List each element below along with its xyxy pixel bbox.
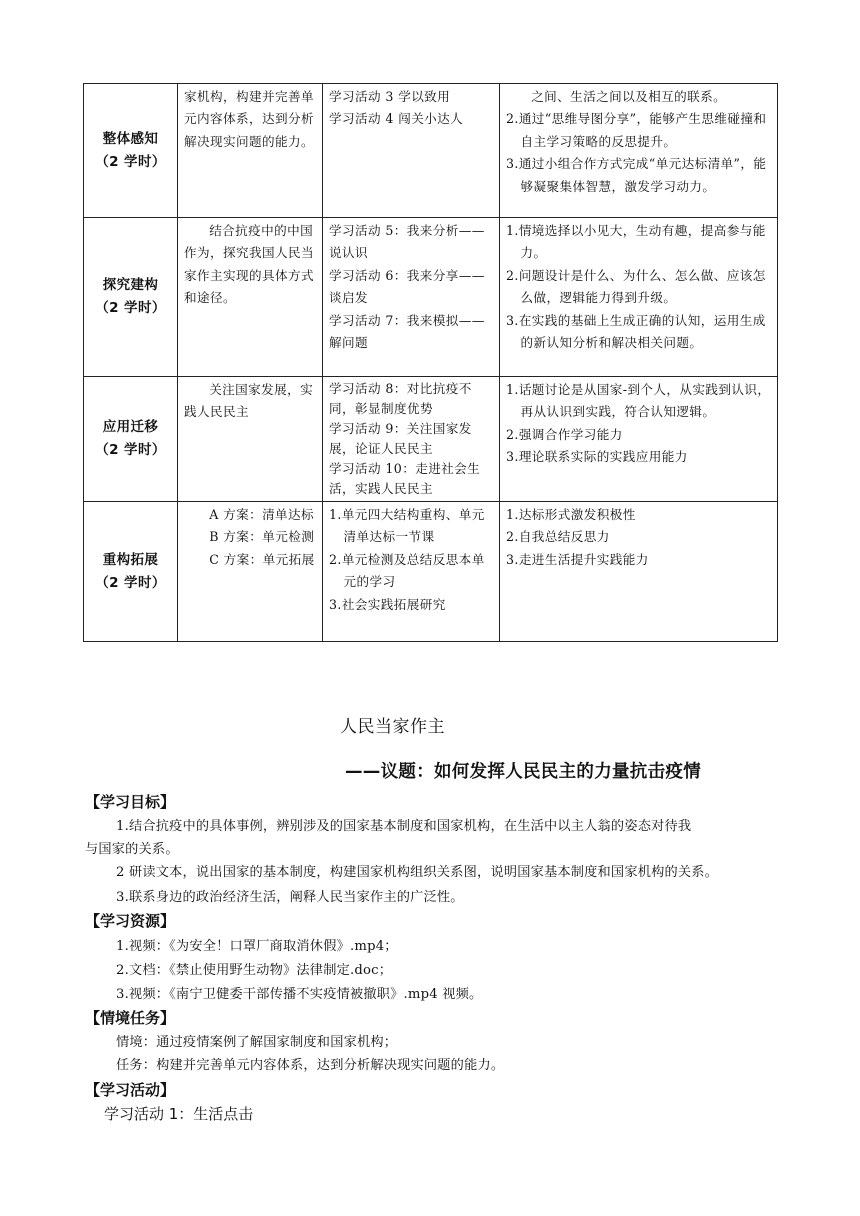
activity-text: 学习活动 6：我来分享——谈启发 <box>329 267 485 306</box>
phase-hours: （2 学时） <box>95 574 166 591</box>
activity-cell <box>323 377 500 502</box>
table-row <box>84 84 778 218</box>
evaluation-cell <box>500 218 778 377</box>
activity-text: 学习活动 5：我来分析——说认识 <box>329 223 485 261</box>
goal-line: 3.联系身边的政治经济生活，阐释人民当家作主的广泛性。 <box>116 890 464 905</box>
phase-name: 整体感知 <box>102 130 159 147</box>
evaluation-text: 3.走进生活提升实践能力 <box>506 551 649 567</box>
table-row <box>84 377 778 502</box>
activity-1-heading: 学习活动 1：生活点击 <box>104 1105 254 1123</box>
phase-hours: （2 学时） <box>95 442 166 458</box>
activity-text: 2.单元检测及总结反思本单元的学习 <box>329 551 485 590</box>
goal-text: A 方案：清单达标 <box>209 507 315 522</box>
activity-text: 学习活动 4 闯关小达人 <box>329 111 464 127</box>
goal-cell <box>178 218 323 377</box>
goal-cell <box>178 502 323 642</box>
activity-text: 学习活动 7：我来模拟——解问题 <box>329 312 485 351</box>
activity-text: 1.单元四大结构重构、单元清单达标一节课 <box>329 507 485 545</box>
resource-line: 3.视频：《南宁卫健委干部传播不实疫情被撤职》.mp4 视频。 <box>116 987 483 1002</box>
evaluation-text: 1.达标形式激发积极性 <box>506 507 636 522</box>
lesson-subtitle: ——议题：如何发挥人民民主的力量抗击疫情 <box>345 762 701 782</box>
table-row <box>84 218 778 377</box>
phase-cell <box>84 84 178 218</box>
resource-line: 2.文档：《禁止使用野生动物》法律制定.doc； <box>116 963 393 978</box>
goal-text: 关注国家发展，实践人民民主 <box>184 382 314 420</box>
evaluation-text: 3.在实践的基础上生成正确的认知，运用生成的新认知分析和解决相关问题。 <box>506 312 766 351</box>
evaluation-cell <box>500 502 778 642</box>
phase-hours: （2 学时） <box>95 300 166 316</box>
resource-line: 1.视频：《为安全！口罩厂商取消休假》.mp4； <box>116 939 398 954</box>
goal-text: B 方案：单元检测 <box>209 529 315 545</box>
activities-heading: 【学习活动】 <box>85 1081 176 1099</box>
activity-cell <box>323 502 500 642</box>
table-row <box>84 502 778 642</box>
goal-line: 1.结合抗疫中的具体事例，辨别涉及的国家基本制度和国家机构，在生活中以主人翁的姿态对待我 <box>116 819 692 834</box>
phase-cell <box>84 502 178 642</box>
evaluation-text: 3.通过小组合作方式完成“单元达标清单”，能够凝聚集体智慧，激发学习动力。 <box>506 156 767 194</box>
evaluation-text: 3.理论联系实际的实践应用能力 <box>506 449 688 465</box>
activity-text: 学习活动 8：对比抗疫不同，彰显制度优势 <box>329 381 472 416</box>
goal-line: 2 研读文本，说出国家的基本制度，构建国家机构组织关系图，说明国家基本制度和国家机构的关系。 <box>116 865 719 880</box>
evaluation-text: 2.自我总结反思力 <box>506 529 610 545</box>
activity-cell <box>323 218 500 377</box>
activity-text: 学习活动 10：走进社会生活，实践人民民主 <box>329 461 481 496</box>
evaluation-text: 之间、生活之间以及相互的联系。 <box>531 89 727 104</box>
task-line: 任务：构建并完善单元内容体系，达到分析解决现实问题的能力。 <box>116 1058 505 1073</box>
activity-text: 3.社会实践拓展研究 <box>329 596 446 612</box>
evaluation-text: 2.问题设计是什么、为什么、怎么做、应该怎么做，逻辑能力得到升级。 <box>506 267 766 306</box>
evaluation-text: 1.情境选择以小见大，生动有趣，提高参与能力。 <box>506 223 766 261</box>
task-heading: 【情境任务】 <box>85 1009 176 1027</box>
resources-heading: 【学习资源】 <box>85 912 176 930</box>
activity-cell <box>323 84 500 218</box>
evaluation-text: 2.强调合作学习能力 <box>506 426 623 442</box>
goal-cell <box>178 84 323 218</box>
phase-cell <box>84 218 178 377</box>
goal-cell <box>178 377 323 502</box>
task-line: 情境：通过疫情案例了解国家制度和国家机构； <box>116 1035 398 1050</box>
phase-name: 应用迁移 <box>102 419 159 435</box>
evaluation-text: 1.话题讨论是从国家-到个人，从实践到认识，再从认识到实践，符合认知逻辑。 <box>506 382 771 420</box>
phase-name: 重构拓展 <box>102 551 159 568</box>
lesson-title: 人民当家作主 <box>340 717 445 737</box>
activity-text: 学习活动 3 学以致用 <box>329 89 451 104</box>
evaluation-cell <box>500 84 778 218</box>
goal-text: C 方案：单元拓展 <box>209 551 315 567</box>
goal-text: 家机构，构建并完善单元内容体系，达到分析解决现实问题的能力。 <box>184 89 314 149</box>
goal-line: 与国家的关系。 <box>85 842 179 857</box>
unit-plan-table <box>83 83 778 642</box>
goal-text: 结合抗疫中的中国作为，探究我国人民当家作主实现的具体方式和途径。 <box>184 223 314 306</box>
activity-text: 学习活动 9：关注国家发展，论证人民民主 <box>329 421 472 456</box>
evaluation-text: 2.通过“思维导图分享”，能够产生思维碰撞和自主学习策略的反思提升。 <box>506 111 767 149</box>
phase-name: 探究建构 <box>102 277 159 293</box>
phase-hours: （2 学时） <box>95 153 166 170</box>
evaluation-cell <box>500 377 778 502</box>
goals-heading: 【学习目标】 <box>85 793 176 811</box>
phase-cell <box>84 377 178 502</box>
